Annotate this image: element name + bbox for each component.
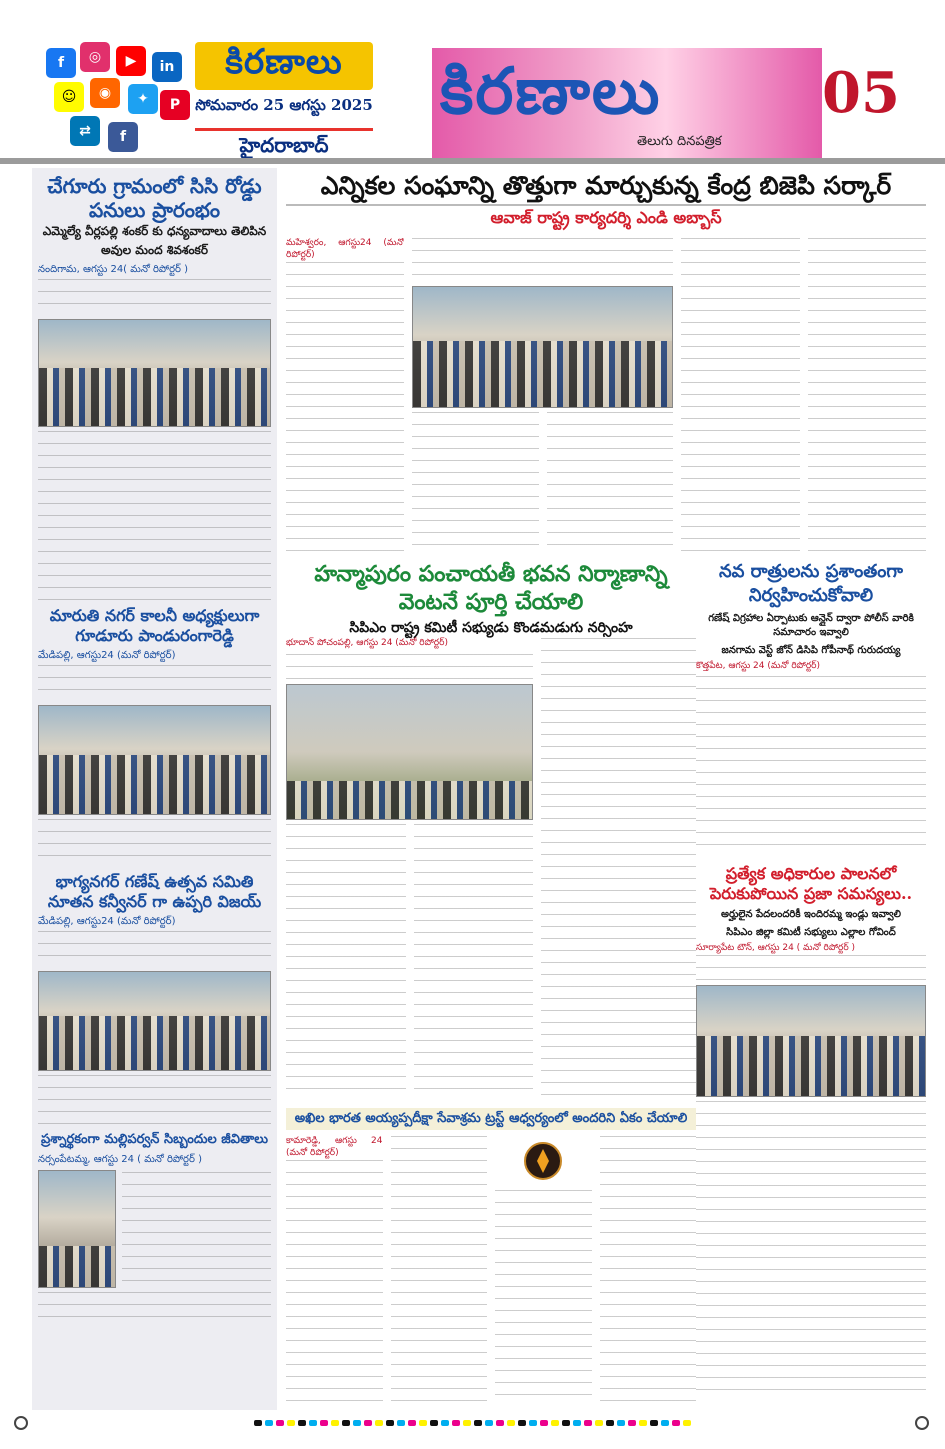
story-photo: [38, 319, 271, 427]
subheadline: సిపిఎం రాష్ట్ర కమిటీ సభ్యుడు కొండమడుగు నర్సింహ: [349, 620, 633, 636]
logo-tagline: తెలుగు దినపత్రిక: [637, 134, 722, 149]
second-col-top: [286, 654, 533, 680]
body-text: [38, 665, 271, 701]
subheadline-2: అవుల మంద శివశంకర్: [101, 243, 208, 257]
ayyappa-col-3-text: [495, 1190, 592, 1406]
subheadline: అర్హులైన పేదలందరికీ ఇందిరమ్మ ఇండ్లు ఇవ్వాలి: [721, 909, 901, 920]
headline-2: నూతన కన్వీనర్ గా ఉప్పరి విజయ్: [47, 892, 262, 911]
body-text: [122, 1172, 271, 1290]
body-text: [38, 431, 271, 601]
headline: నవ రాత్రులను ప్రశాంతంగా: [718, 561, 903, 582]
body-text: [38, 1292, 271, 1322]
ayyappa-col-4: [600, 1136, 697, 1406]
left-column: [32, 168, 277, 1410]
byline: సూర్యాపేట టౌన్, ఆగస్టు 24 ( మనో రిపోర్టర్ ): [696, 943, 856, 953]
body-text: [696, 1101, 926, 1397]
body-text: [696, 676, 926, 856]
facebook-icon: f: [46, 48, 76, 78]
headline: భాగ్యనగర్ గణేష్ ఉత్సవ సమితి: [55, 872, 254, 891]
print-registration-bar: [0, 1412, 945, 1434]
headline-special-officers-2: పెరుకుపోయిన ప్రజా సమస్యలు..: [709, 884, 913, 903]
lead-col-2-top: [412, 238, 673, 282]
lead-col-2: [412, 412, 538, 556]
byline: నర్సంపేటమ్మ, ఆగస్టు 24 ( మనో రిపోర్టర్ ): [38, 1154, 202, 1165]
trust-logo-icon: [523, 1141, 563, 1181]
second-story-body: [286, 638, 696, 1100]
headline: ప్రశ్నార్థకంగా మల్లిపర్వన్ సిబ్బందుల జీవితాలు: [41, 1132, 268, 1147]
lead-byline: మహేశ్వరం, ఆగస్టు24 (మనో రిపోర్టర్): [286, 238, 405, 260]
headline: హన్మాపురం పంచాయతీ భవన నిర్మాణాన్ని: [314, 561, 668, 587]
byline: కామారెడ్డి, ఆగస్టు 24 (మనో రిపోర్టర్): [286, 1136, 383, 1158]
ayyappa-story-body: [286, 1136, 696, 1406]
lead-subheadline: ఆవాజ్ రాష్ట్ర కార్యదర్శి ఎండి అబ్బాస్: [490, 208, 722, 227]
lead-col-4: [681, 238, 799, 556]
issue-date: సోమవారం 25 ఆగస్టు 2025: [195, 96, 373, 114]
youtube-icon: ▶: [116, 46, 146, 76]
snapchat-icon: ☺: [54, 82, 84, 112]
logo-title: కిరణాలు: [440, 54, 662, 129]
registration-mark-right-icon: [915, 1416, 929, 1430]
masthead: [0, 0, 945, 160]
portrait-photo: [38, 1170, 116, 1288]
pinterest-icon: P: [160, 90, 190, 120]
second-story-heading: [286, 560, 696, 639]
lead-center: [412, 238, 673, 556]
headline-2: గూడూరు పాండురంగారెడ్డి: [75, 626, 234, 645]
edition-city: హైదరాబాద్: [195, 128, 373, 156]
body-text: [38, 819, 271, 867]
second-left: [286, 638, 533, 1100]
navaratri-story: [696, 560, 926, 1397]
story-workers-lives: [38, 1130, 271, 1322]
building-photo: [286, 684, 533, 820]
subheadline: ఎమ్మెల్యే వీర్లపల్లి శంకర్ కు ధన్యవాదాలు తెలిపిన: [42, 224, 267, 238]
subheadline-2: సిపిఎం జిల్లా కమిటీ సభ్యులు ఎల్లాల గోవింద్: [726, 927, 896, 938]
second-col-3: [541, 638, 696, 1100]
story-maruthi-nagar: [38, 606, 271, 867]
subheadline: గణేష్ విగ్రహాల ఏర్పాటుకు ఆన్లైన్ ద్వారా పోలీస్ వారికి సమాచారం ఇవ్వాలి: [708, 613, 914, 638]
instagram-icon: ◎: [80, 42, 110, 72]
twitter-icon: ✦: [128, 84, 158, 114]
body-text: [696, 955, 926, 981]
brand-small-text: కిరణాలు: [225, 42, 343, 82]
story-photo: [38, 971, 271, 1071]
share-icon: ⇄: [70, 116, 100, 146]
edition-brand: [195, 42, 373, 157]
lead-photo: [412, 286, 673, 408]
byline: మేడిపల్లి, ఆగస్టు24 (మనో రిపోర్టర్): [38, 650, 176, 661]
social-icons-cluster: [40, 42, 190, 160]
newspaper-logo: [432, 48, 822, 158]
rss-icon: ◉: [90, 78, 120, 108]
second-col-2: [414, 824, 534, 1100]
body-text: [38, 1075, 271, 1125]
second-col-1: [286, 824, 406, 1100]
headline-special-officers: ప్రత్యేక అధికారుల పాలనలో: [725, 864, 897, 883]
ayyappa-col-2: [391, 1136, 488, 1406]
headline-2: నిర్వహించుకోవాలి: [748, 585, 874, 606]
story-cc-road: [38, 174, 271, 601]
meeting-photo: [696, 985, 926, 1097]
ayyappa-headline: అఖిల భారత అయ్యప్పదీక్షా సేవాశ్రమ ట్రస్ట్ ఆధ్వర్యంలో అందరిని ఏకం చేయాలి: [286, 1108, 696, 1130]
byline: మేడిపల్లి, ఆగస్టు24 (మనో రిపోర్టర్): [38, 916, 176, 927]
story-ganesh-samithi: [38, 872, 271, 1125]
page-number: 05: [822, 60, 900, 126]
brand-small-logo: [195, 42, 373, 90]
headline: మారుతి నగర్ కాలనీ అధ్యక్షులుగా: [49, 606, 260, 625]
subheadline-2: జనగామ వెస్ట్ జోన్ డిసిపి గోపీనాథ్ గురుదయ్య: [721, 645, 901, 656]
lead-story-body: [286, 238, 926, 556]
byline: నందిగామ, ఆగస్టు 24( మనో రిపోర్టర్ ): [38, 264, 189, 275]
facebook-alt-icon: f: [108, 122, 138, 152]
headline: చేగూరు గ్రామంలో సిసి రోడ్డు పనులు ప్రారంభం: [47, 174, 262, 222]
lead-headline: ఎన్నికల సంఘాన్ని తొత్తుగా మార్చుకున్న కేంద్ర బిజెపి సర్కార్: [286, 168, 926, 206]
body-text: [38, 279, 271, 315]
byline: కొత్తపేట, ఆగస్టు 24 (మనో రిపోర్టర్): [696, 661, 821, 671]
registration-mark-left-icon: [14, 1416, 28, 1430]
story-photo: [38, 705, 271, 815]
main-area: [286, 168, 926, 1410]
linkedin-icon: in: [152, 52, 182, 82]
headline-2: వెంటనే పూర్తి చేయాలి: [398, 589, 584, 615]
masthead-divider: [0, 158, 945, 164]
lead-col-5: [808, 238, 926, 556]
lead-col-1: [286, 238, 404, 556]
lead-col-3: [547, 412, 673, 556]
ayyappa-emblem: [495, 1136, 592, 1186]
ayyappa-col-3: [495, 1136, 592, 1406]
second-byline: భూదాన్ పోచంపల్లి, ఆగస్టు 24 (మనో రిపోర్టర్): [286, 638, 448, 648]
body-text: [38, 931, 271, 967]
ayyappa-col-1: [286, 1136, 383, 1406]
